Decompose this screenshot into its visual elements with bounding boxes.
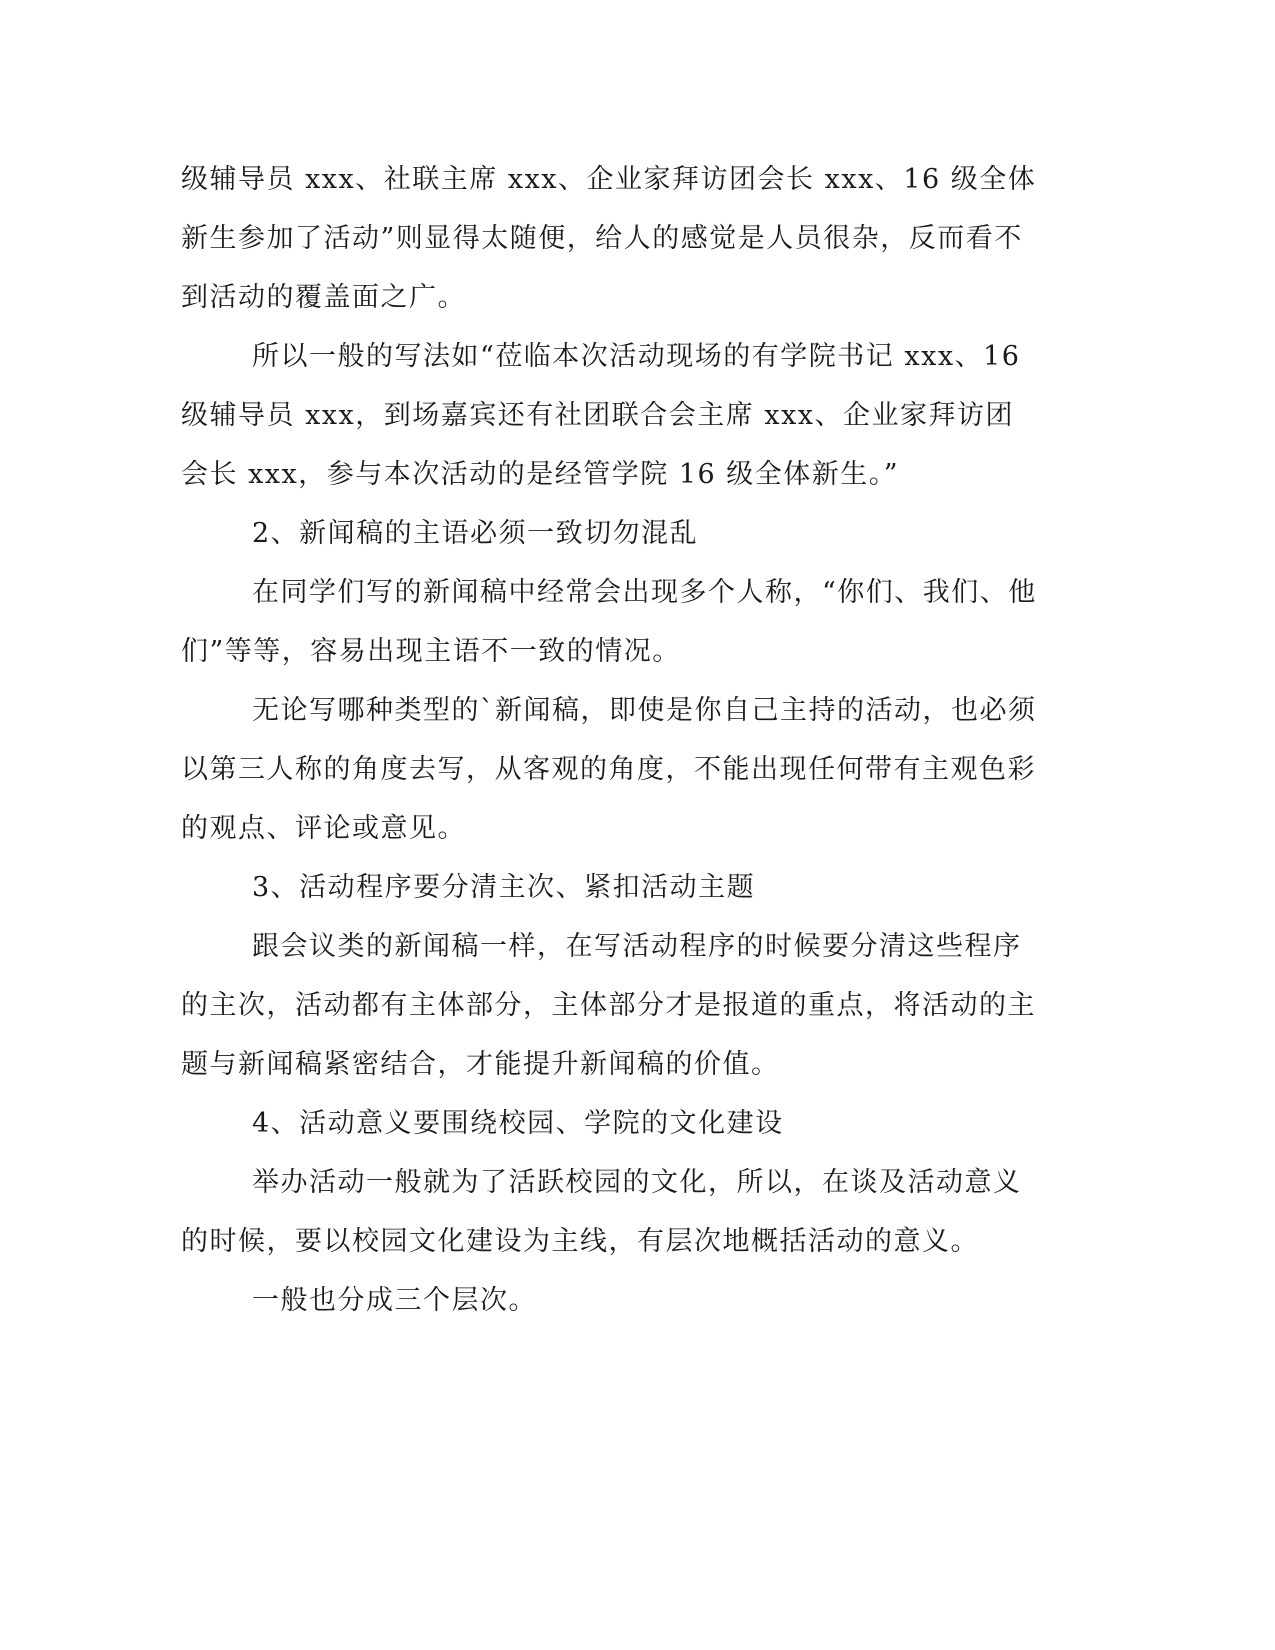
document-body (181, 150, 1041, 1330)
paragraph-3: 在同学们写的新闻稿中经常会出现多个人称，“你们、我们、他们”等等，容易出现主语不一致的情况。 (181, 577, 1037, 667)
paragraph-2: 所以一般的写法如“莅临本次活动现场的有学院书记 xxx、16 级辅导员 xxx，到场嘉宾还有社团联合会主席 xxx、企业家拜访团会长 xxx，参与本次活动的是经管学院 16 级全体新生。” (181, 341, 1021, 490)
heading-3: 3、活动程序要分清主次、紧扣活动主题 (252, 872, 756, 903)
paragraph-4: 无论写哪种类型的`新闻稿，即使是你自己主持的活动，也必须以第三人称的角度去写，从客观的角度，不能出现任何带有主观色彩的观点、评论或意见。 (181, 695, 1037, 844)
heading-4: 4、活动意义要围绕校园、学院的文化建设 (252, 1108, 784, 1139)
paragraph-1: 级辅导员 xxx、社联主席 xxx、企业家拜访团会长 xxx、16 级全体新生参加了活动”则显得太随便，给人的感觉是人员很杂，反而看不到活动的覆盖面之广。 (181, 164, 1037, 313)
paragraph-7: 一般也分成三个层次。 (252, 1285, 537, 1316)
heading-2: 2、新闻稿的主语必须一致切勿混乱 (252, 518, 699, 549)
paragraph-6: 举办活动一般就为了活跃校园的文化，所以，在谈及活动意义的时候，要以校园文化建设为主线，有层次地概括活动的意义。 (181, 1167, 1022, 1257)
paragraph-5: 跟会议类的新闻稿一样，在写活动程序的时候要分清这些程序的主次，活动都有主体部分，主体部分才是报道的重点，将活动的主题与新闻稿紧密结合，才能提升新闻稿的价值。 (181, 931, 1036, 1080)
